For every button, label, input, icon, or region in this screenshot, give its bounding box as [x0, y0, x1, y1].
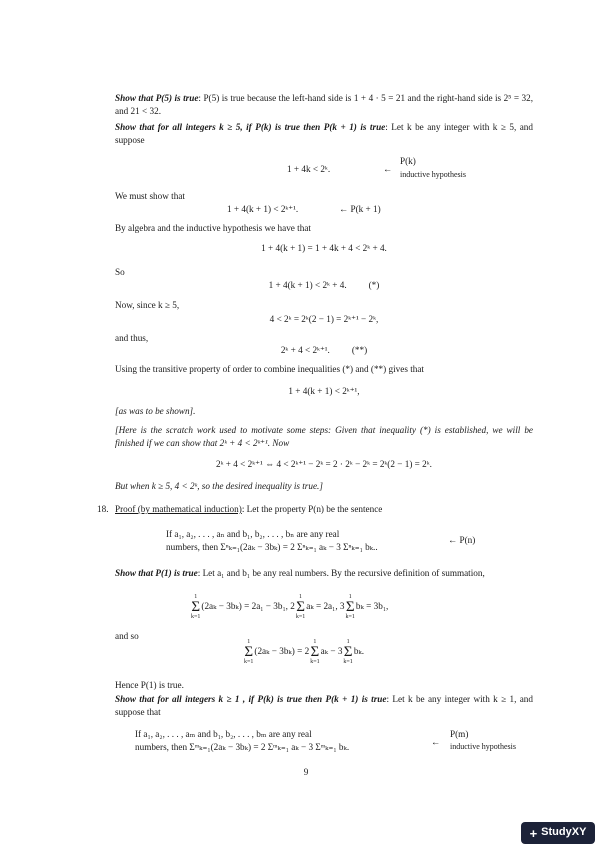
inductive-step-2-paragraph	[115, 693, 533, 719]
sum-1-body: (2aₖ − 3bₖ) = 2a₁ − 3b₁, 2	[201, 601, 295, 612]
equation-star-tag: (*)	[368, 280, 380, 290]
plus-icon: +	[529, 825, 538, 841]
inductive-hypothesis-note: inductive hypothesis	[400, 170, 466, 179]
tag-pk: P(k)	[400, 156, 416, 166]
equation-final: 1 + 4(k + 1) < 2ᵏ⁺¹,	[288, 386, 360, 396]
property-line-2: numbers, then Σⁿₖ₌₁(2aₖ − 3bₖ) = 2 Σⁿₖ₌₁ aₖ − 3 Σⁿₖ₌₁ bₖ..	[166, 542, 378, 552]
and-so-text: and so	[115, 631, 139, 641]
summation-line-2	[243, 639, 364, 665]
tag-pm: P(m)	[450, 729, 469, 739]
property-line-1: If a₁, a₂, . . . , aₙ and b₁, b₂, . . . , bₙ are any real	[166, 529, 340, 539]
but-when-text: But when k ≥ 5, 4 < 2ᵏ, so the desired inequality is true.]	[115, 481, 323, 491]
hypothesis-line-1: If a₁, a₂, . . . , aₘ and b₁, b₂, . . . , bₘ are any real	[135, 729, 312, 739]
equation-starstar-expr: 2ᵏ + 4 < 2ᵏ⁺¹.	[280, 345, 330, 355]
hypothesis-line-2: numbers, then Σᵐₖ₌₁(2aₖ − 3bₖ) = 2 Σᵐₖ₌₁ aₖ − 3 Σᵐₖ₌₁ bₖ.	[135, 742, 350, 752]
sum-3-body: bₖ = 3b₁,	[355, 601, 389, 612]
by-algebra-text: By algebra and the inductive hypothesis we have that	[115, 223, 311, 233]
equation-now: 4 < 2ᵏ = 2ᵏ(2 − 1) = 2ᵏ⁺¹ − 2ᵏ,	[269, 314, 379, 324]
problem-18-intro	[115, 503, 382, 516]
scratch-paragraph: [Here is the scratch work used to motivate some steps: Given that inequality (*) is established, we will be finished if we can show that 2ᵏ + 4 < 2ᵏ⁺¹. Now	[115, 425, 533, 449]
studyxy-logo	[521, 822, 595, 844]
show-p1-heading: Show that P(1) is true	[115, 568, 198, 578]
show-p1-text: : Let a₁ and b₁ be any real numbers. By the recursive definition of summation,	[197, 568, 485, 578]
equation-star-expr: 1 + 4(k + 1) < 2ᵏ + 4.	[268, 280, 347, 290]
sigma-5: 1 Σ k=1	[310, 639, 320, 666]
proof-intro-text: : Let the property P(n) be the sentence	[241, 504, 383, 514]
page-number: 9	[303, 767, 309, 777]
as-shown-text: [as was to be shown].	[115, 406, 196, 416]
tag-pn: ← P(n)	[448, 535, 476, 545]
inductive-step-2-text: : Let k be any integer with k ≥ 1, and suppose that	[115, 694, 533, 718]
transitive-text: Using the transitive property of order to combine inequalities (*) and (**) gives that	[115, 364, 424, 374]
inductive-step-text: : Let k be any integer with k ≥ 5, and suppose	[115, 122, 533, 146]
sigma-4: 1 Σ k=1	[244, 639, 254, 666]
problem-number: 18.	[97, 504, 109, 514]
proof-label: Proof (by mathematical induction)	[115, 504, 242, 514]
equation-starstar	[115, 344, 533, 357]
sum-4-body: (2aₖ − 3bₖ) = 2	[254, 646, 310, 657]
sigma-3: 1 Σ k=1	[345, 594, 355, 621]
show-p5-paragraph	[115, 92, 533, 118]
equation-algebra: 1 + 4(k + 1) = 1 + 4k + 4 < 2ᵏ + 4.	[261, 243, 387, 253]
equation-starstar-tag: (**)	[351, 345, 368, 355]
equation-star	[115, 279, 533, 292]
inductive-step-paragraph	[115, 121, 533, 147]
show-p1-paragraph	[115, 567, 533, 580]
arrow-pk: ←	[383, 164, 393, 174]
summation-line-1	[190, 594, 388, 620]
sigma-1: 1 Σ k=1	[191, 594, 201, 621]
sum-2-body: aₖ = 2a₁, 3	[306, 601, 345, 612]
arrow-pm: ←	[431, 737, 441, 747]
tag-pk1: ← P(k + 1)	[339, 204, 381, 214]
sum-5-body: aₖ − 3	[320, 646, 343, 657]
inductive-step-heading: Show that for all integers k ≥ 5, if P(k) is true then P(k + 1) is true	[115, 122, 386, 132]
show-p5-heading: Show that P(5) is true	[115, 93, 199, 103]
logo-text: StudyXY	[541, 826, 587, 839]
equation-pk1: 1 + 4(k + 1) < 2ᵏ⁺¹.	[227, 204, 299, 214]
inductive-hypothesis-note-2: inductive hypothesis	[450, 742, 516, 751]
and-thus-text: and thus,	[115, 333, 149, 343]
inductive-step-2-heading: Show that for all integers k ≥ 1 , if P(k) is true then P(k + 1) is true	[115, 694, 387, 704]
now-since-text: Now, since k ≥ 5,	[115, 300, 180, 310]
sigma-6: 1 Σ k=1	[343, 639, 353, 666]
equation-pk: 1 + 4k < 2ᵏ.	[287, 164, 331, 174]
must-show-text: We must show that	[115, 191, 185, 201]
equation-scratch: 2ᵏ + 4 < 2ᵏ⁺¹ ⇔ 4 < 2ᵏ⁺¹ − 2ᵏ = 2 · 2ᵏ − 2ᵏ = 2ᵏ(2 − 1) = 2ᵏ.	[216, 459, 432, 469]
sum-6-body: bₖ.	[353, 646, 365, 657]
show-p5-text: : P(5) is true because the left-hand side is 1 + 4 · 5 = 21 and the right-hand side is 2⁵ = 32, and 21 < 32.	[115, 93, 533, 117]
so-label: So	[115, 267, 125, 277]
sigma-2: 1 Σ k=1	[295, 594, 306, 621]
hence-text: Hence P(1) is true.	[115, 680, 184, 690]
